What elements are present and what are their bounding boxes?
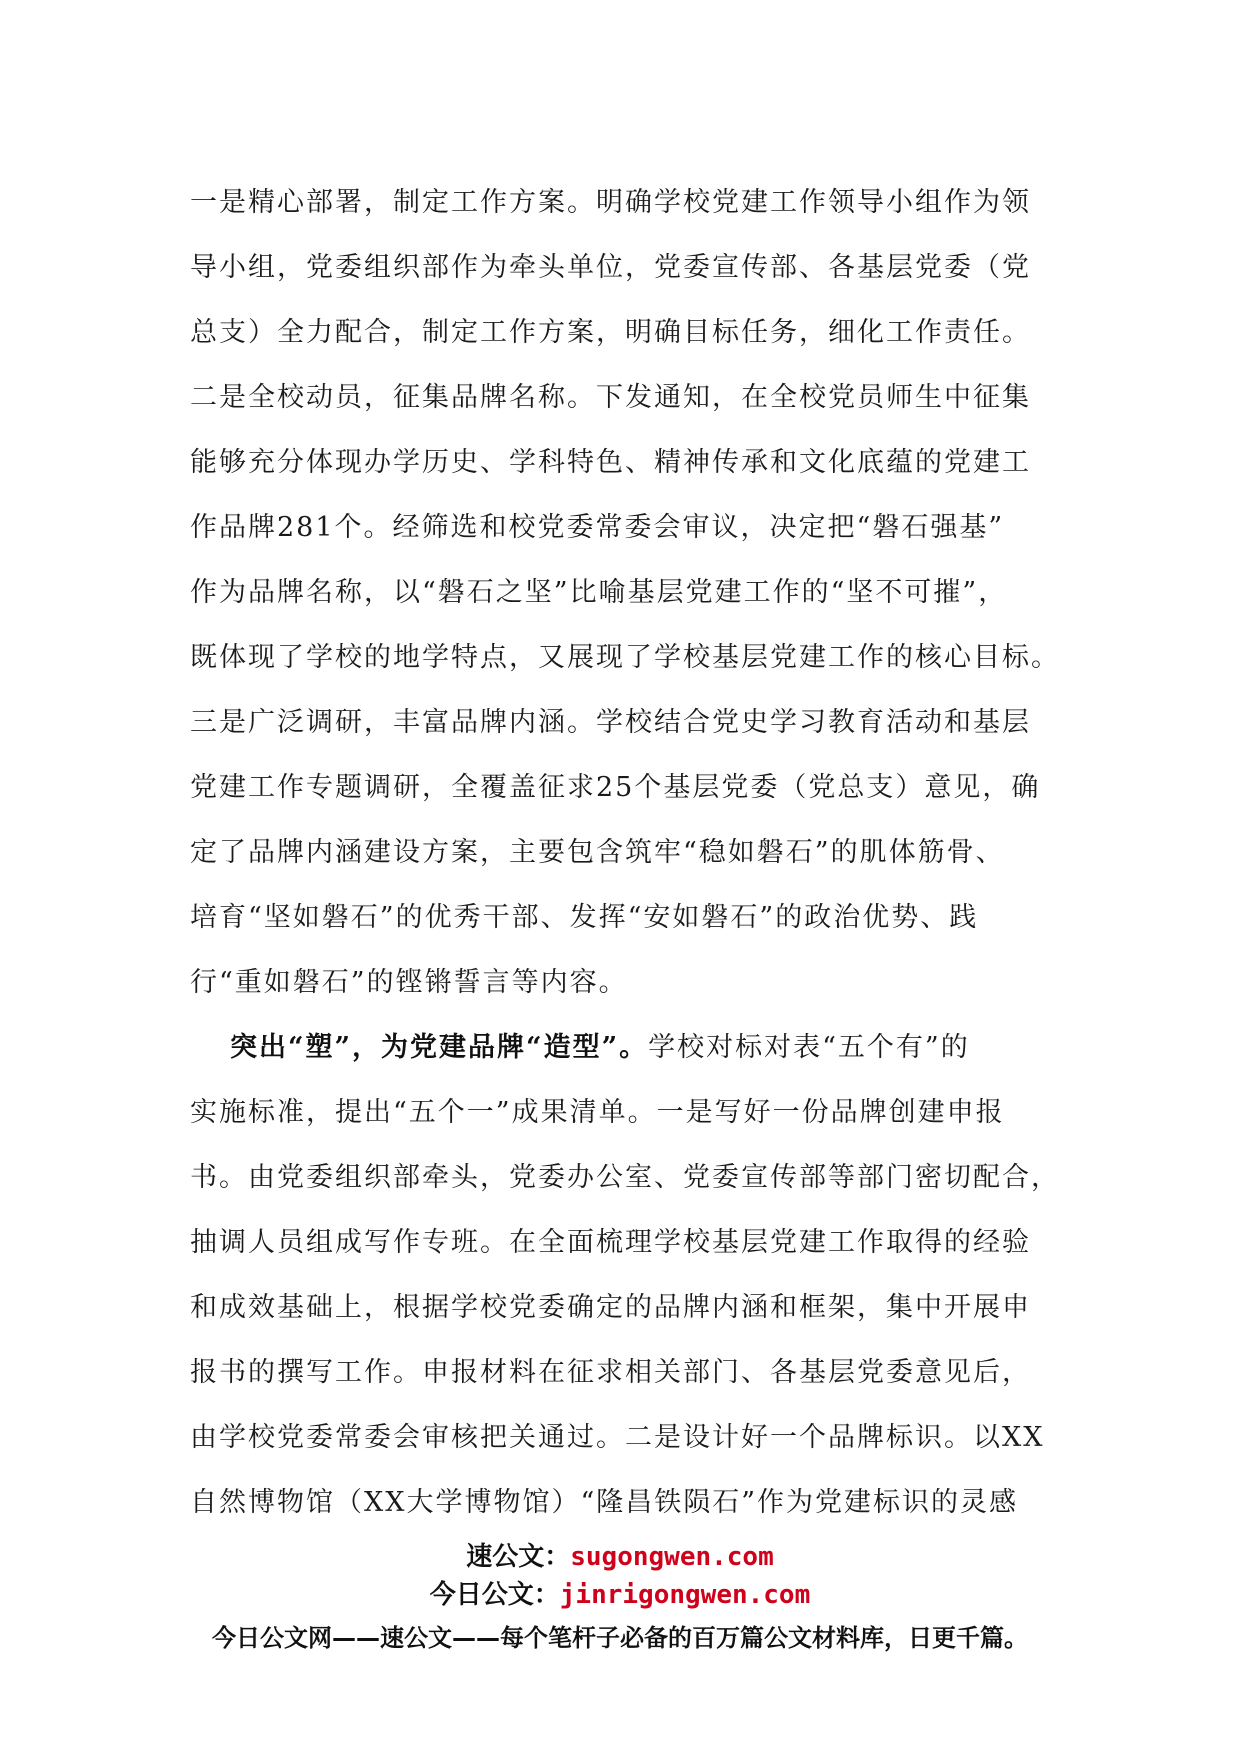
text-line-13: 行“重如磐石”的铿锵誓言等内容。	[190, 967, 628, 998]
text-line-19: 报书的撰写工作。申报材料在征求相关部门、各基层党委意见后，	[190, 1357, 1031, 1388]
text-line-16: 书。由党委组织部牵头，党委办公室、党委宣传部等部门密切配合，	[190, 1162, 1060, 1193]
text-line-17: 抽调人员组成写作专班。在全面梳理学校基层党建工作取得的经验	[190, 1227, 1031, 1258]
text-line-10: 党建工作专题调研，全覆盖征求25个基层党委（党总支）意见，确	[190, 772, 1041, 803]
footer-jinrigongwen	[0, 1574, 1240, 1611]
footer-jinrigongwen-label: 今日公文：	[429, 1580, 560, 1610]
text-line-8: 既体现了学校的地学特点，又展现了学校基层党建工作的核心目标。	[190, 642, 1060, 673]
document-body	[190, 170, 1070, 1535]
footer-sugongwen-label: 速公文：	[466, 1542, 571, 1572]
text-line-15: 实施标准，提出“五个一”成果清单。一是写好一份品牌创建申报	[190, 1097, 1005, 1128]
paragraph-2-heading: 突出“塑”，为党建品牌“造型”。	[230, 1032, 649, 1063]
text-line-1: 一是精心部署，制定工作方案。明确学校党建工作领导小组作为领	[190, 187, 1031, 218]
footer-sugongwen	[0, 1536, 1240, 1573]
paragraph-2-first-line-rest: 学校对标对表“五个有”的	[648, 1032, 970, 1063]
footer-sugongwen-link[interactable]: sugongwen.com	[570, 1542, 774, 1572]
footer-jinrigongwen-link[interactable]: jinrigongwen.com	[559, 1580, 811, 1610]
text-line-6: 作品牌281个。经筛选和校党委常委会审议，决定把“磐石强基”	[190, 512, 1005, 543]
text-line-5: 能够充分体现办学历史、学科特色、精神传承和文化底蕴的党建工	[190, 447, 1031, 478]
paragraph-2-first-line	[190, 1015, 1070, 1080]
text-line-12: 培育“坚如磐石”的优秀干部、发挥“安如磐石”的政治优势、践	[190, 902, 979, 933]
text-line-4: 二是全校动员，征集品牌名称。下发通知，在全校党员师生中征集	[190, 382, 1031, 413]
footer-slogan: 今日公文网——速公文——每个笔杆子必备的百万篇公文材料库，日更千篇。	[212, 1624, 1028, 1652]
text-line-21: 自然博物馆（XX大学博物馆）“隆昌铁陨石”作为党建标识的灵感	[190, 1487, 1019, 1518]
text-line-18: 和成效基础上，根据学校党委确定的品牌内涵和框架，集中开展申	[190, 1292, 1031, 1323]
text-line-7: 作为品牌名称，以“磐石之坚”比喻基层党建工作的“坚不可摧”，	[190, 577, 1008, 608]
text-line-20: 由学校党委常委会审核把关通过。二是设计好一个品牌标识。以XX	[190, 1422, 1045, 1453]
text-line-3: 总支）全力配合，制定工作方案，明确目标任务，细化工作责任。	[190, 317, 1031, 348]
text-line-11: 定了品牌内涵建设方案，主要包含筑牢“稳如磐石”的肌体筋骨、	[190, 837, 1005, 868]
text-line-2: 导小组，党委组织部作为牵头单位，党委宣传部、各基层党委（党	[190, 252, 1031, 283]
text-line-9: 三是广泛调研，丰富品牌内涵。学校结合党史学习教育活动和基层	[190, 707, 1031, 738]
